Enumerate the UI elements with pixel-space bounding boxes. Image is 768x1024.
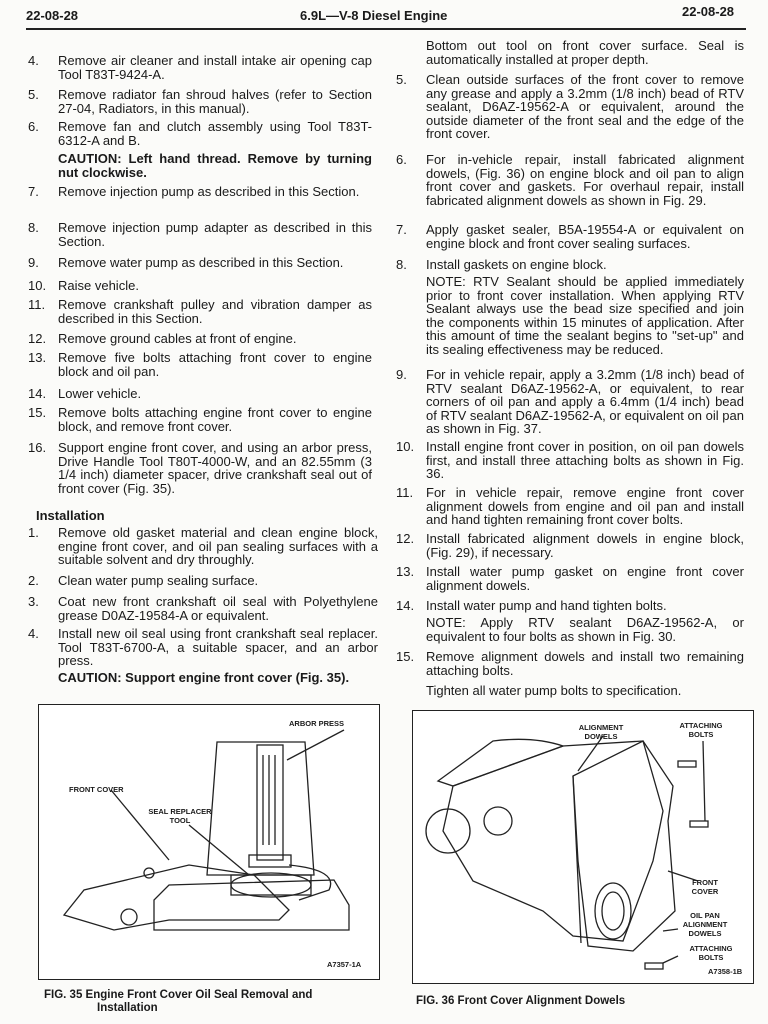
step-item: [396, 532, 744, 559]
step-number: 7.: [28, 184, 39, 199]
step-number: 4.: [28, 53, 39, 68]
caution-note: [28, 671, 378, 685]
paragraph: [396, 684, 744, 698]
step-text: Remove air cleaner and install intake air opening cap Tool T83T-9424-A.: [58, 53, 372, 82]
figure-code: A7358-1B: [708, 967, 743, 976]
step-item: [28, 526, 378, 567]
note: [396, 616, 744, 643]
step-text: CAUTION: Support engine front cover (Fig. 35).: [58, 670, 350, 685]
step-number: 5.: [396, 72, 407, 87]
step-text: Install water pump gasket on engine front cover alignment dowels.: [426, 564, 744, 593]
step-number: 12.: [28, 331, 47, 346]
step-number: 10.: [396, 439, 415, 454]
step-number: 5.: [28, 87, 39, 102]
step-text: For in vehicle repair, remove engine front cover alignment dowels from engine and oil pan and install and hand tighten remaining front cover bolts.: [426, 485, 744, 527]
step-number: 7.: [396, 222, 407, 237]
step-number: 14.: [28, 386, 47, 401]
label-attaching-bolts-bottom: ATTACHING BOLTS: [689, 944, 733, 962]
step-text: Remove radiator fan shroud halves (refer to Section 27-04, Radiators, in this manual).: [58, 87, 372, 116]
step-item: [28, 441, 372, 495]
step-text: CAUTION: Left hand thread. Remove by turning nut clockwise.: [58, 151, 372, 180]
header-rule: [26, 28, 746, 30]
fig36-caption: FIG. 36 Front Cover Alignment Dowels: [416, 995, 626, 1007]
step-text: Install engine front cover in position, on oil pan dowels first, and install three attaching bolts as shown in Fig. 36.: [426, 439, 744, 481]
step-item: [28, 332, 372, 346]
step-number: 13.: [396, 564, 415, 579]
step-item: [28, 256, 372, 270]
label-arbor-press: ARBOR PRESS: [289, 719, 345, 728]
step-text: Raise vehicle.: [58, 278, 139, 293]
step-number: 13.: [28, 350, 47, 365]
step-item: [396, 565, 744, 592]
step-text: Bottom out tool on front cover surface. Seal is automatically installed at proper depth.: [426, 38, 744, 67]
step-item: [396, 153, 744, 207]
step-text: Install fabricated alignment dowels in engine block, (Fig. 29), if necessary.: [426, 531, 744, 560]
page-number-right: 22-08-28: [682, 4, 735, 19]
label-front-cover: FRONT COVER: [691, 878, 719, 896]
step-item: [28, 595, 378, 622]
step-text: Remove old gasket material and clean engine block, engine front cover, and oil pan sealing surfaces with a suitable solvent and dry throughly.: [58, 525, 378, 567]
page-title: 6.9L—V-8 Diesel Engine: [300, 8, 448, 23]
step-text: Remove injection pump adapter as described in this Section.: [58, 220, 372, 249]
step-item: [28, 351, 372, 378]
installation-heading: Installation: [36, 508, 105, 523]
step-text: Install water pump and hand tighten bolts.: [426, 598, 667, 613]
note: [396, 275, 744, 356]
step-item: [28, 574, 378, 588]
step-text: Coat new front crankshaft oil seal with Polyethylene grease D0AZ-19584-A or equivalent.: [58, 594, 378, 623]
figure-code: A7357-1A: [327, 960, 362, 969]
step-text: Lower vehicle.: [58, 386, 142, 401]
step-number: 9.: [396, 367, 407, 382]
page-number-left: 22-08-28: [26, 8, 79, 23]
step-number: 3.: [28, 594, 39, 609]
step-number: 11.: [28, 297, 46, 312]
step-number: 9.: [28, 255, 39, 270]
label-attaching-bolts-top: ATTACHING BOLTS: [679, 721, 723, 739]
step-item: [28, 298, 372, 325]
step-text: Clean water pump sealing surface.: [58, 573, 259, 588]
step-item: [396, 599, 744, 613]
fig35-illustration: [39, 705, 379, 979]
step-number: 6.: [396, 152, 407, 167]
step-item: [28, 54, 372, 81]
step-number: 15.: [28, 405, 47, 420]
step-item: [396, 440, 744, 481]
step-text: For in-vehicle repair, install fabricated alignment dowels, (Fig. 36) on engine block and oil pan to align front cover and gaskets. For overhaul repair, install fabricated alignment dowels as shown in Fig. 29.: [426, 152, 744, 208]
step-text: Remove injection pump as described in this Section.: [58, 184, 360, 199]
step-number: 10.: [28, 278, 47, 293]
step-item: [28, 279, 372, 293]
caution-note: [28, 152, 372, 179]
step-item: [396, 223, 744, 250]
step-item: [396, 486, 744, 527]
step-text: Remove alignment dowels and install two remaining attaching bolts.: [426, 649, 744, 678]
step-text: NOTE: RTV Sealant should be applied immediately prior to front cover installation. When applying RTV Sealant always use the bead size specified and join the components within 15 minutes of application. After this amount of time the sealant begins to "set-up" and its sealing effectiveness may be reduced.: [426, 274, 744, 357]
step-number: 8.: [28, 220, 39, 235]
step-text: Tighten all water pump bolts to specification.: [426, 683, 682, 698]
step-text: Install new oil seal using front crankshaft seal replacer. Tool T83T-6700-A, a suitable spacer, and an arbor press.: [58, 626, 378, 668]
fig36-illustration: [413, 711, 753, 983]
step-item: [28, 406, 372, 433]
step-number: 14.: [396, 598, 415, 613]
step-number: 12.: [396, 531, 415, 546]
figure-36: [412, 710, 754, 984]
label-oil-pan-alignment-dowels: OIL PAN ALIGNMENT DOWELS: [682, 911, 728, 938]
label-front-cover: FRONT COVER: [69, 785, 124, 794]
paragraph: [396, 39, 744, 66]
step-item: [396, 258, 744, 272]
step-text: Apply gasket sealer, B5A-19554-A or equivalent on engine block and front cover sealing surfaces.: [426, 222, 744, 251]
step-item: [28, 120, 372, 147]
step-number: 11.: [396, 485, 414, 500]
step-text: Remove bolts attaching engine front cover to engine block, and remove front cover.: [58, 405, 372, 434]
step-number: 16.: [28, 440, 47, 455]
step-number: 8.: [396, 257, 407, 272]
step-number: 4.: [28, 626, 39, 641]
step-item: [396, 368, 744, 436]
step-text: NOTE: Apply RTV sealant D6AZ-19562-A, or equivalent to four bolts as shown in Fig. 30.: [426, 615, 744, 644]
fig35-caption: [44, 989, 384, 1014]
label-seal-replacer-tool: SEAL REPLACER TOOL: [148, 807, 212, 825]
step-text: Remove crankshaft pulley and vibration damper as described in this Section.: [58, 297, 372, 326]
step-text: Remove ground cables at front of engine.: [58, 331, 297, 346]
step-text: Clean outside surfaces of the front cover to remove any grease and apply a 3.2mm (1/8 inch) bead of RTV sealant, D6AZ-19562-A or equivalent, around the outside diameter of the front seal and the edge of the front cover.: [426, 72, 744, 141]
caption-line-1: FIG. 35 Engine Front Cover Oil Seal Removal and: [44, 989, 313, 1001]
step-text: Remove water pump as described in this Section.: [58, 255, 344, 270]
step-item: [396, 650, 744, 677]
step-number: 15.: [396, 649, 415, 664]
step-number: 6.: [28, 119, 39, 134]
step-number: 2.: [28, 573, 39, 588]
step-item: [396, 73, 744, 141]
caption-line-2: Installation: [97, 1002, 158, 1014]
step-item: [28, 221, 372, 248]
step-text: Remove fan and clutch assembly using Tool T83T-6312-A and B.: [58, 119, 372, 148]
step-item: [28, 88, 372, 115]
step-number: 1.: [28, 525, 39, 540]
label-alignment-dowels: ALIGNMENT DOWELS: [578, 723, 624, 741]
step-text: Remove five bolts attaching front cover to engine block and oil pan.: [58, 350, 372, 379]
step-text: Support engine front cover, and using an arbor press, Drive Handle Tool T80T-4000-W, and an 82.55mm (3 1/4 inch) diameter spacer, drive crankshaft seal out of front cover (Fig. 35).: [58, 440, 372, 496]
step-text: Install gaskets on engine block.: [426, 257, 607, 272]
step-item: [28, 185, 372, 199]
figure-35: [38, 704, 380, 980]
step-item: [28, 387, 372, 401]
step-item: [28, 627, 378, 668]
step-text: For in vehicle repair, apply a 3.2mm (1/8 inch) bead of RTV sealant D6AZ-19562-A, or equivalent, to rear corners of oil pan and apply a 6.4mm (1/4 inch) bead of RTV sealant D6AZ-19562-A, or equivalent on oil pan as shown in Fig. 37.: [426, 367, 744, 436]
